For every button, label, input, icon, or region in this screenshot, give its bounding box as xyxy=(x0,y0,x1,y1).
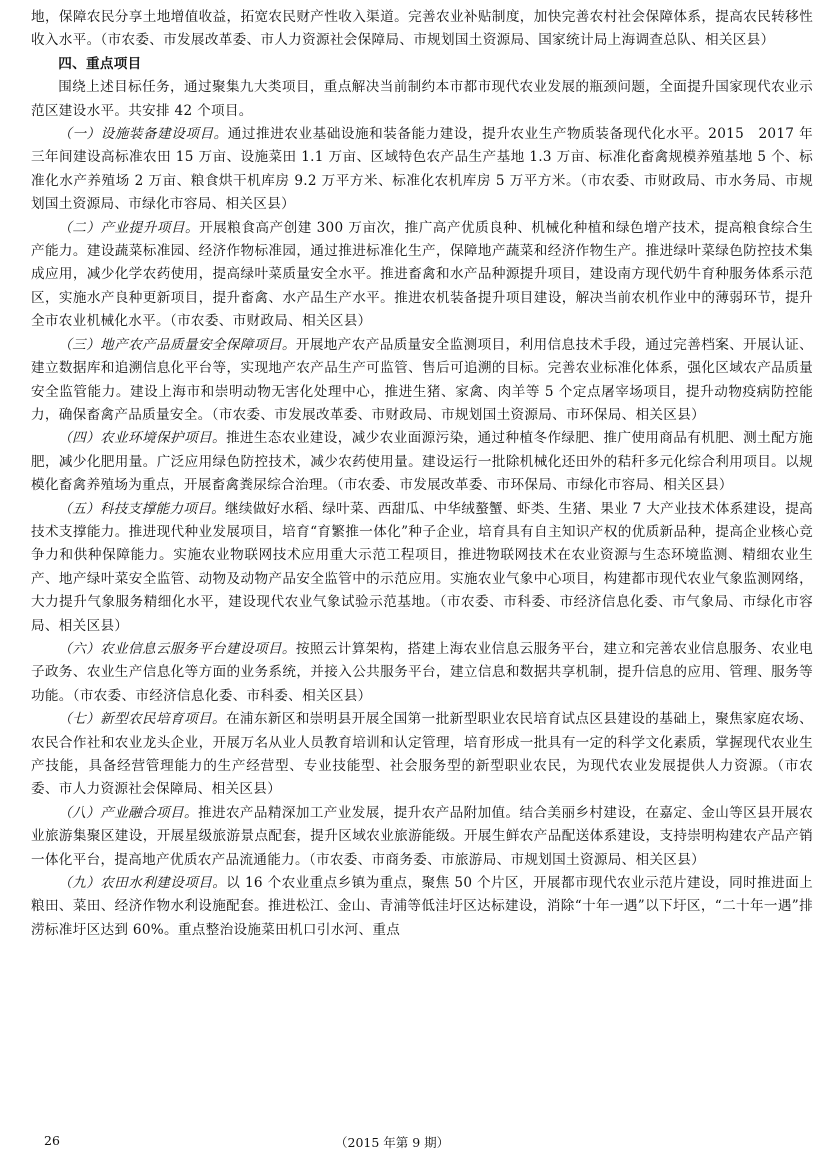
project-item-7 xyxy=(31,708,813,802)
project-item-text: 开展粮食高产创建 300 万亩次，推广高产优质良种、机械化种植和绿色增产技术，提高粮食综合生产能力。建设蔬菜标准园、经济作物标准园，通过推进标准化生产，保障地产蔬菜和经济作物生产。推进绿叶菜绿色防控技术集成应用，减少化学农药使用，提高绿叶菜质量安全水平。推进畜禽和水产品种源提升项目，建设南方现代奶牛育种服务体系示范区，实施水产良种更新项目，提升畜禽、水产品生产水平。推进农机装备提升项目建设，解决当前农机作业中的薄弱环节，提升全市农业机械化水平。（市农委、市财政局、相关区县） xyxy=(31,219,813,330)
project-item-title: （七）新型农民培育项目。 xyxy=(58,711,226,728)
page-number: 26 xyxy=(44,1133,60,1148)
project-item-text: 按照云计算架构，搭建上海农业信息云服务平台，建立和完善农业信息服务、农业电子政务、农业生产信息化等方面的业务系统，并接入公共服务平台，建立信息和数据共享机制，提升信息的应用、管理、服务等功能。（市农委、市经济信息化委、市科委、相关区县） xyxy=(31,640,813,704)
project-item-2 xyxy=(31,217,813,334)
project-item-title: （八）产业融合项目。 xyxy=(58,804,198,821)
project-item-title: （四）农业环境保护项目。 xyxy=(58,430,226,447)
document-body xyxy=(31,6,813,942)
section-intro: 围绕上述目标任务，通过聚集九大类项目，重点解决当前制约本市都市现代农业发展的瓶颈问题，全面提升国家现代农业示范区建设水平。共安排 42 个项目。 xyxy=(31,79,813,119)
project-item-text: 推进农产品精深加工产业发展，提升农产品附加值。结合美丽乡村建设，在嘉定、金山等区县开展农业旅游集聚区建设，开展星级旅游景点配套，提升区域农业旅游能级。开展生鲜农产品配送体系建设，支持崇明构建农产品产销一体化平台，提高地产优质农产品流通能力。（市农委、市商务委、市旅游局、市规划国土资源局、相关区县） xyxy=(31,804,813,868)
issue-label: （2015 年第 9 期） xyxy=(335,1135,450,1150)
project-item-text: 继续做好水稻、绿叶菜、西甜瓜、中华绒螯蟹、虾类、生猪、果业 7 大产业技术体系建设，提高技术支撑能力。推进现代种业发展项目，培育“育繁推一体化”种子企业，培育具有自主知识产权的优质新品种，提高企业核心竞争力和供种保障能力。实施农业物联网技术应用重大示范工程项目，推进物联网技术在农业资源与生态环境监测、精细农业生产、地产绿叶菜安全监管、动物及动物产品安全监管中的示范应用。实施农业气象中心项目，构建都市现代农业气象监测网络，大力提升气象服务精细化水平，建设现代农业气象试验示范基地。（市农委、市科委、市经济信息化委、市气象局、市绿化市容局、相关区县） xyxy=(31,500,813,634)
project-item-text: 以 16 个农业重点乡镇为重点，聚焦 50 个片区，开展都市现代农业示范片建设，同时推进面上粮田、菜田、经济作物水利设施配套。推进松江、金山、青浦等低洼圩区达标建设，消除“十年一遇”以下圩区，“二十年一遇”排涝标准圩区达到 60%。重点整治设施菜田机口引水河、重点 xyxy=(31,875,813,938)
section-heading: 四、重点项目 xyxy=(58,55,142,72)
project-item-title: （二）产业提升项目。 xyxy=(58,219,200,236)
project-item-title: （六）农业信息云服务平台建设项目。 xyxy=(58,640,296,657)
project-item-1 xyxy=(31,123,813,217)
project-item-9 xyxy=(31,872,813,942)
project-item-title: （三）地产农产品质量安全保障项目。 xyxy=(58,336,296,353)
project-item-8 xyxy=(31,802,813,872)
project-item-text: 开展地产农产品质量安全监测项目，利用信息技术手段，通过完善档案、开展认证、建立数据库和追溯信息化平台等，实现地产农产品生产可监管、售后可追溯的目标。完善农业标准化体系，强化区域农产品质量安全监管能力。建设上海市和崇明动物无害化处理中心，推进生猪、家禽、肉羊等 5 个定点屠宰场项目，提升动物疫病防控能力，确保畜禽产品质量安全。（市农委、市发展改革委、市财政局、市规划国土资源局、市环保局、相关区县） xyxy=(31,336,813,423)
intro-continuation: 地，保障农民分享土地增值收益，拓宽农民财产性收入渠道。完善农业补贴制度，加快完善农村社会保障体系，提高农民转移性收入水平。（市农委、市发展改革委、市人力资源社会保障局、市规划国土资源局、国家统计局上海调查总队、相关区县） xyxy=(31,9,813,49)
project-item-5 xyxy=(31,498,813,638)
project-item-title: （一）设施装备建设项目。 xyxy=(58,126,228,143)
project-item-title: （九）农田水利建设项目。 xyxy=(58,875,227,892)
page-footer xyxy=(0,1133,827,1155)
project-item-3 xyxy=(31,334,813,428)
project-item-text: 推进生态农业建设，减少农业面源污染，通过种植冬作绿肥、推广使用商品有机肥、测土配方施肥，减少化肥用量。广泛应用绿色防控技术，减少农药使用量。建设运行一批除机械化还田外的秸秆多元化综合利用项目。以规模化畜禽养殖场为重点，开展畜禽粪尿综合治理。（市农委、市发展改革委、市环保局、市绿化市容局、相关区县） xyxy=(31,430,813,494)
project-item-6 xyxy=(31,638,813,708)
project-item-text: 在浦东新区和崇明县开展全国第一批新型职业农民培育试点区县建设的基础上，聚焦家庭农场、农民合作社和农业龙头企业，开展万名从业人员教育培训和认定管理，培育形成一批具有一定的科学文化素质，掌握现代农业生产技能，具备经营管理能力的生产经营型、专业技能型、社会服务型的新型职业农民，为现代农业发展提供人力资源。（市农委、市人力资源社会保障局、相关区县） xyxy=(31,711,813,798)
project-item-4 xyxy=(31,427,813,497)
project-item-title: （五）科技支撑能力项目。 xyxy=(58,500,225,517)
project-item-text: 通过推进农业基础设施和装备能力建设，提升农业生产物质装备现代化水平。2015 2017 年三年间建设高标准农田 15 万亩、设施菜田 1.1 万亩、区域特色农产品生产基地 1.3 万亩、标准化畜禽规模养殖基地 5 个、标准化水产养殖场 2 万亩、粮食烘干机库房 9.2 万平方米、标准化农机库房 5 万平方米。（市农委、市财政局、市水务局、市规划国土资源局、市绿化市容局、相关区县） xyxy=(31,126,813,213)
